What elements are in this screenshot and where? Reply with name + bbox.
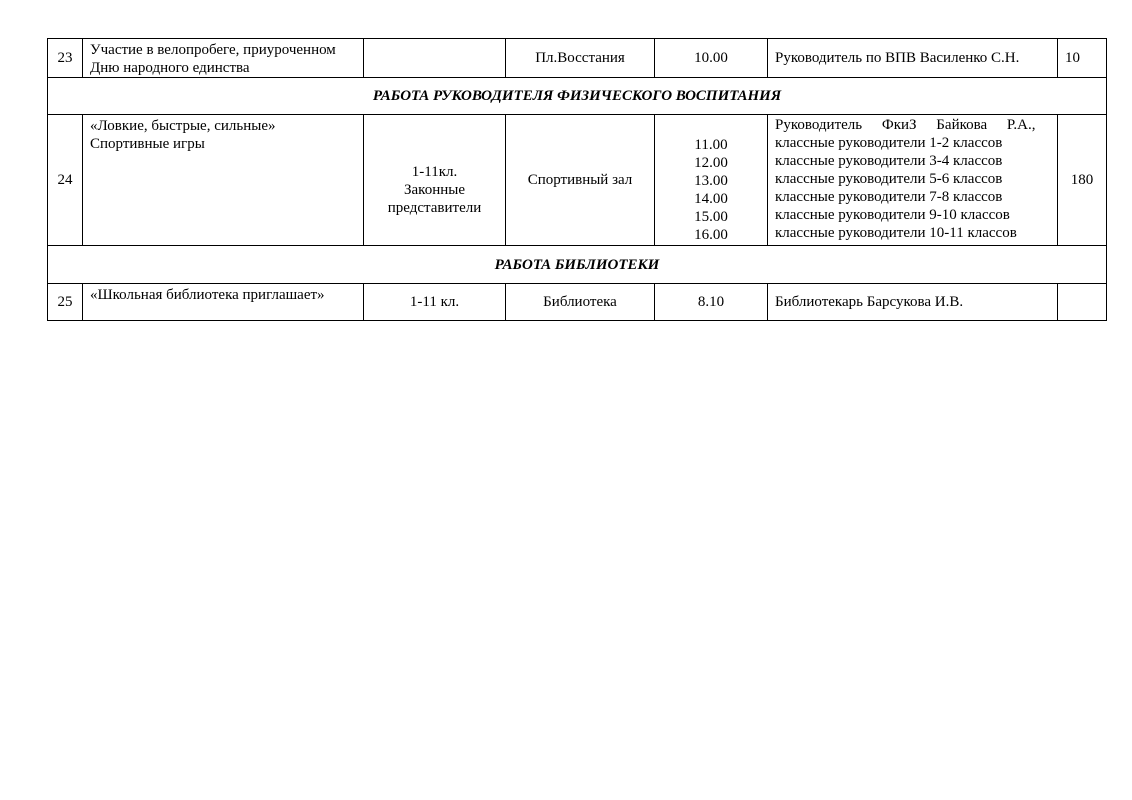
event-name-line: Спортивные игры [90, 136, 205, 152]
event-name: Участие в велопробеге, приуроченном Дню народного единства [83, 39, 364, 78]
participant-count [1058, 284, 1107, 321]
participants [364, 39, 506, 78]
responsible-line: классные руководители 1-2 классов [775, 135, 1003, 151]
responsible-line: классные руководители 3-4 классов [775, 153, 1003, 169]
responsible-line: классные руководители 9-10 классов [775, 207, 1010, 223]
event-place: Спортивный зал [506, 115, 655, 246]
participants-line: представители [387, 200, 482, 216]
participant-count: 180 [1058, 115, 1107, 246]
event-name-line: «Ловкие, быстрые, сильные» [90, 118, 276, 134]
responsible-person: Руководитель по ВПВ Василенко С.Н. [768, 39, 1058, 78]
time-slot: 15.00 [694, 209, 728, 225]
section-row-physical-education [48, 78, 1107, 115]
table-row-25 [48, 284, 1107, 321]
responsible-line: Руководитель ФкиЗ Байкова Р.А., [775, 117, 1036, 133]
participants [364, 115, 506, 246]
time-slot: 12.00 [694, 155, 728, 171]
participants-line: 1-11кл. [411, 164, 458, 180]
time-slot: 16.00 [694, 227, 728, 243]
time-slot: 13.00 [694, 173, 728, 189]
responsible-line: классные руководители 5-6 классов [775, 171, 1003, 187]
time-slot: 14.00 [694, 191, 728, 207]
event-time: 10.00 [655, 39, 768, 78]
event-place: Пл.Восстания [506, 39, 655, 78]
responsible-line: классные руководители 7-8 классов [775, 189, 1003, 205]
event-place: Библиотека [506, 284, 655, 321]
schedule-table [47, 38, 1107, 321]
responsible-person [768, 115, 1058, 246]
responsible-line: классные руководители 10-11 классов [775, 225, 1017, 241]
event-name: «Школьная библиотека приглашает» [83, 284, 364, 321]
responsible-person: Библиотекарь Барсукова И.В. [768, 284, 1058, 321]
event-time: 8.10 [655, 284, 768, 321]
participants: 1-11 кл. [364, 284, 506, 321]
section-title: РАБОТА БИБЛИОТЕКИ [48, 246, 1107, 284]
participant-count: 10 [1058, 39, 1107, 78]
participants-line: Законные [404, 182, 465, 198]
row-number: 24 [48, 115, 83, 246]
table-row-23 [48, 39, 1107, 78]
section-row-library [48, 246, 1107, 284]
table-row-24 [48, 115, 1107, 246]
row-number: 23 [48, 39, 83, 78]
row-number: 25 [48, 284, 83, 321]
event-time [655, 115, 768, 246]
event-name [83, 115, 364, 246]
section-title: РАБОТА РУКОВОДИТЕЛЯ ФИЗИЧЕСКОГО ВОСПИТАНИЯ [48, 78, 1107, 115]
time-slot: 11.00 [694, 137, 728, 153]
